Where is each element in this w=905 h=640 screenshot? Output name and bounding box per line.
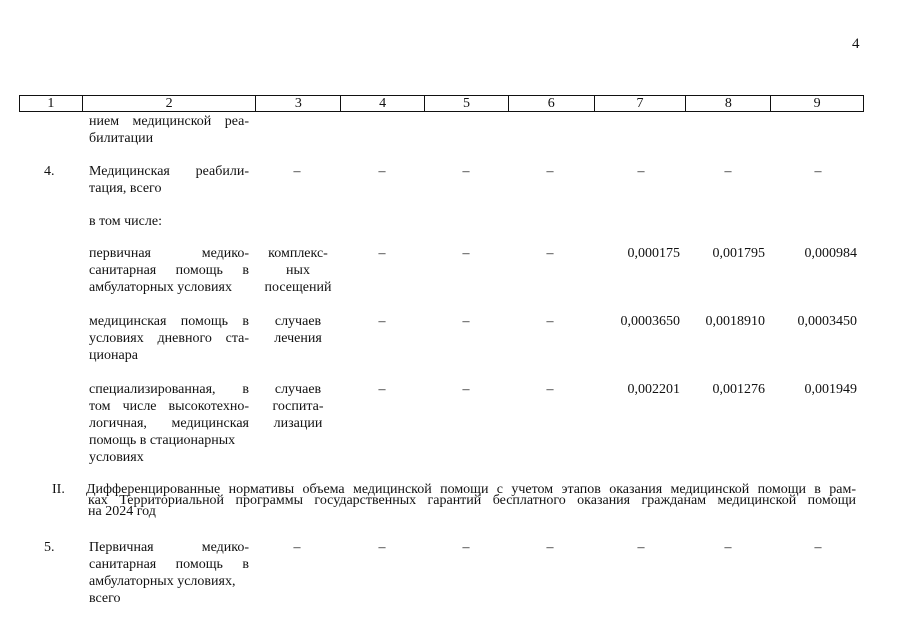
row4-value-col4: –: [378, 164, 386, 179]
row5-value-col7: –: [637, 540, 645, 555]
subrow3-value-col6: –: [546, 382, 554, 397]
text-line: условиях дневного ста-: [89, 331, 249, 346]
text-line: медицинская помощь в: [89, 314, 249, 329]
text-line: санитарная помощь в: [89, 557, 249, 572]
header-col-9: 9: [813, 96, 821, 111]
row4-name: [89, 163, 249, 197]
subrow3-value-col9: 0,001949: [804, 382, 857, 397]
header-col-7: 7: [595, 96, 687, 111]
row4-value-col9: –: [814, 164, 822, 179]
row4-value-col7: –: [637, 164, 645, 179]
row5-name: [89, 539, 249, 607]
text-line: нием медицинской реа-: [89, 114, 249, 129]
subrow1-value-col4: –: [378, 246, 386, 261]
text-line: случаев: [274, 314, 322, 329]
text-line: логичная, медицинская: [89, 416, 249, 431]
text-line: случаев: [274, 382, 322, 397]
text-line: первичная медико-: [89, 246, 249, 261]
text-line: тация, всего: [89, 181, 162, 196]
subrow1-value-col8: 0,001795: [712, 246, 765, 261]
subrow1-value-col9: 0,000984: [804, 246, 857, 261]
subrow1-name: [89, 245, 249, 296]
header-col-6: 6: [509, 96, 595, 111]
subrow2-value-col8: 0,0018910: [705, 314, 765, 329]
header-col-3: 3: [256, 96, 341, 111]
text-line: комплекс-: [268, 246, 328, 261]
section-heading: [52, 484, 856, 517]
text-line: лизации: [273, 416, 323, 431]
subrow3-value-col5: –: [462, 382, 470, 397]
subrow1-value-col6: –: [546, 246, 554, 261]
including-label: в том числе:: [89, 214, 162, 229]
row5-value-col9: –: [814, 540, 822, 555]
row4-value-col8: –: [724, 164, 732, 179]
text-line: госпита-: [272, 399, 324, 414]
section-line: на 2024 год: [88, 504, 156, 519]
text-line: условиях: [89, 450, 144, 465]
subrow3-name: [89, 381, 249, 466]
subrow2-unit: [258, 313, 338, 347]
page-number: 4: [852, 36, 860, 52]
subrow1-unit: [258, 245, 338, 296]
row4-value-col5: –: [462, 164, 470, 179]
subrow2-value-col7: 0,0003650: [620, 314, 680, 329]
text-line: билитации: [89, 131, 154, 146]
row4-value-col6: –: [546, 164, 554, 179]
subrow3-unit: [258, 381, 338, 432]
section-number: II.: [52, 482, 65, 497]
text-line: Первичная медико-: [89, 540, 249, 555]
header-col-2: 2: [83, 96, 257, 111]
subrow2-value-col4: –: [378, 314, 386, 329]
subrow2-value-col5: –: [462, 314, 470, 329]
row4-value-col3: –: [293, 164, 301, 179]
text-line: специализированная, в: [89, 382, 249, 397]
continuation-name: [89, 113, 249, 147]
header-col-5: 5: [425, 96, 509, 111]
row5-value-col4: –: [378, 540, 386, 555]
text-line: помощь в стационарных: [89, 433, 236, 448]
section-text: Дифференцированные нормативы объема медицинской помощи с учетом этапов оказания медицинской помощи в рам-: [86, 482, 856, 497]
header-col-4: 4: [341, 96, 425, 111]
text-line: Медицинская реабили-: [89, 164, 249, 179]
subrow2-name: [89, 313, 249, 364]
row5-value-col5: –: [462, 540, 470, 555]
header-col-1: 1: [20, 96, 83, 111]
text-line: всего: [89, 591, 121, 606]
row5-value-col8: –: [724, 540, 732, 555]
text-line: лечения: [274, 331, 322, 346]
subrow1-value-col5: –: [462, 246, 470, 261]
text-line: ционара: [89, 348, 138, 363]
row5-value-col6: –: [546, 540, 554, 555]
text-line: посещений: [264, 280, 332, 295]
header-col-8: 8: [686, 96, 771, 111]
section-line: ках Территориальной программы государственных гарантий бесплатного оказания гражданам медицинской помощи: [88, 493, 856, 508]
subrow2-value-col9: 0,0003450: [797, 314, 857, 329]
row5-value-col3: –: [293, 540, 301, 555]
row-number-5: 5.: [44, 540, 55, 555]
subrow3-value-col4: –: [378, 382, 386, 397]
subrow3-value-col7: 0,002201: [627, 382, 680, 397]
text-line: ных: [286, 263, 310, 278]
table-header-row: [19, 95, 864, 112]
subrow3-value-col8: 0,001276: [712, 382, 765, 397]
row-number-4: 4.: [44, 164, 55, 179]
text-line: санитарная помощь в: [89, 263, 249, 278]
text-line: том числе высокотехно-: [89, 399, 249, 414]
text-line: амбулаторных условиях,: [89, 574, 236, 589]
text-line: амбулаторных условиях: [89, 280, 232, 295]
subrow1-value-col7: 0,000175: [627, 246, 680, 261]
subrow2-value-col6: –: [546, 314, 554, 329]
